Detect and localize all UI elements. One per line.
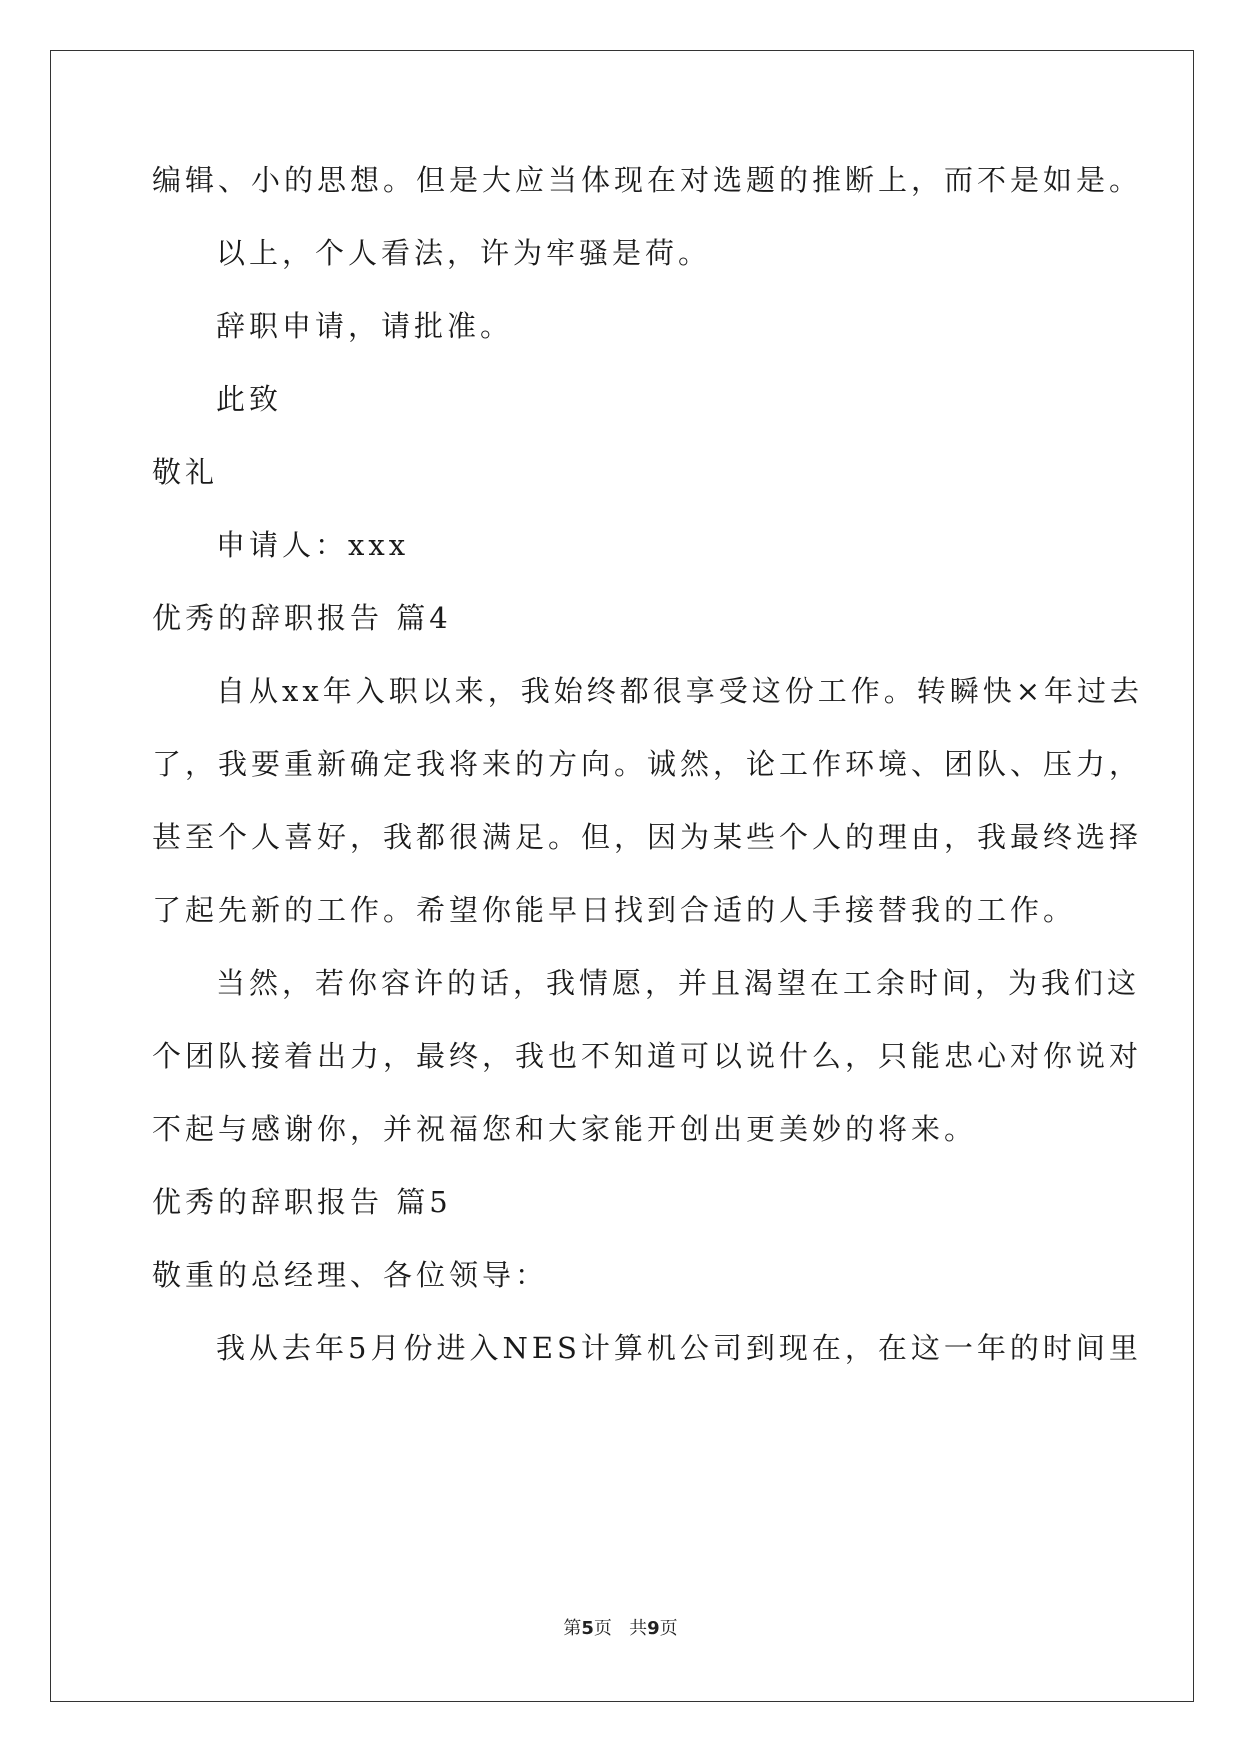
text-line: 了起先新的工作。希望你能早日找到合适的人手接替我的工作。 <box>152 893 1077 927</box>
section-heading: 优秀的辞职报告 篇4 <box>152 601 452 635</box>
text-line: 当然，若你容许的话，我情愿，并且渴望在工余时间，为我们这 <box>216 966 1141 1000</box>
text-line: 个团队接着出力，最终，我也不知道可以说什么，只能忠心对你说对 <box>152 1039 1143 1073</box>
text-line: 辞职申请，请批准。 <box>216 309 514 343</box>
text-line: 不起与感谢你，并祝福您和大家能开创出更美妙的将来。 <box>152 1112 978 1146</box>
page-border <box>50 50 1194 1702</box>
footer-suffix: 页 <box>659 1618 678 1639</box>
text-line: 敬重的总经理、各位领导： <box>152 1258 549 1292</box>
text-line: 申请人：xxx <box>216 528 410 562</box>
text-line: 我从去年5月份进入NES计算机公司到现在，在这一年的时间里 <box>216 1331 1142 1365</box>
section-heading: 优秀的辞职报告 篇5 <box>152 1185 452 1219</box>
text-line: 编辑、小的思想。但是大应当体现在对选题的推断上，而不是如是。 <box>152 163 1143 197</box>
text-line: 甚至个人喜好，我都很满足。但，因为某些个人的理由，我最终选择 <box>152 820 1143 854</box>
text-line: 敬礼 <box>152 455 219 489</box>
text-line: 以上，个人看法，许为牢骚是荷。 <box>216 236 712 270</box>
footer-mid: 页 共 <box>593 1618 648 1639</box>
page-footer <box>0 1614 1241 1640</box>
text-line: 自从xx年入职以来，我始终都很享受这份工作。转瞬快×年过去 <box>216 674 1144 708</box>
footer-prefix: 第 <box>563 1618 582 1639</box>
total-page-number: 9 <box>647 1618 660 1639</box>
text-line: 此致 <box>216 382 283 416</box>
text-line: 了，我要重新确定我将来的方向。诚然，论工作环境、团队、压力， <box>152 747 1143 781</box>
current-page-number: 5 <box>581 1618 594 1639</box>
